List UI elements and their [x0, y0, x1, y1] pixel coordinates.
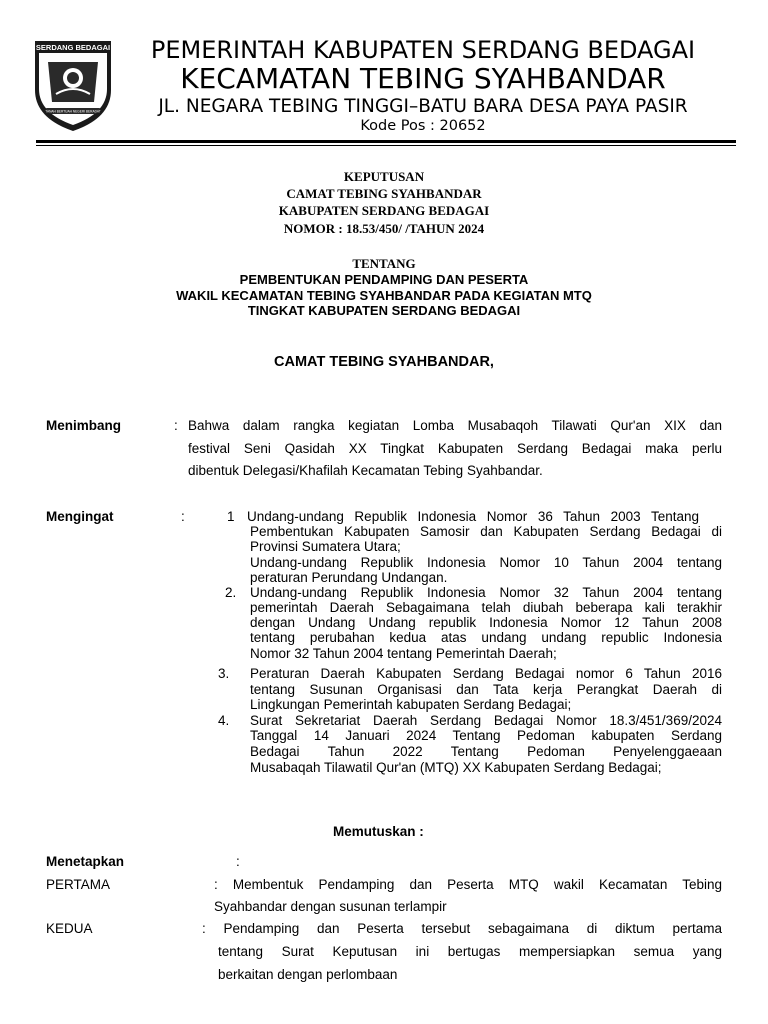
- decree-regency: KABUPATEN SERDANG BEDAGAI: [278, 203, 490, 218]
- decree-subject-line-2: WAKIL KECAMATAN TEBING SYAHBANDAR PADA KEGIATAN MTQ: [176, 288, 592, 303]
- mengingat-colon: :: [181, 509, 185, 524]
- mengingat-item-2-line-1: Undang-undang Republik Indonesia Nomor 32 Tahun 2004 tentang: [250, 585, 722, 600]
- mengingat-item-2-line-2: pemerintah Daerah Sebagaimana telah diubah beberapa kali terakhir: [250, 600, 722, 615]
- menetapkan-colon: :: [236, 854, 240, 869]
- mengingat-item-1-line-4: Undang-undang Republik Indonesia Nomor 10 Tahun 2004 tentang: [250, 555, 722, 570]
- government-name: PEMERINTAH KABUPATEN SERDANG BEDAGAI: [150, 36, 696, 64]
- tentang-heading: TENTANG: [352, 256, 416, 271]
- logo-motto: TANAH BERTUAH NEGERI BERADAT: [45, 109, 101, 114]
- menimbang-colon: :: [174, 418, 178, 433]
- mengingat-item-3-number: 3.: [218, 666, 230, 681]
- district-name: KECAMATAN TEBING SYAHBANDAR: [180, 62, 666, 95]
- mengingat-item-3-line-1: Peraturan Daerah Kabupaten Serdang Bedagai nomor 6 Tahun 2016: [250, 666, 722, 681]
- mengingat-item-2-line-5: Nomor 32 Tahun 2004 tentang Pemerintah Daerah;: [250, 646, 557, 661]
- mengingat-item-2-number: 2.: [225, 585, 237, 600]
- mengingat-item-1-line-1: Undang-undang Republik Indonesia Nomor 36 Tahun 2003 Tentang: [247, 509, 699, 524]
- mengingat-item-4-number: 4.: [218, 713, 230, 728]
- letterhead-rule-thick: [36, 140, 736, 143]
- mengingat-label: Mengingat: [46, 509, 114, 524]
- serdang-bedagai-emblem-icon: [32, 38, 114, 133]
- mengingat-item-2-line-3: dengan Undang Undang republik Indonesia Nomor 12 Tahun 2008: [250, 615, 722, 630]
- mengingat-item-3-line-2: tentang Susunan Organisasi dan Tata kerja Perangkat Daerah di: [250, 682, 722, 697]
- pertama-label: PERTAMA: [46, 877, 111, 892]
- mengingat-item-2-line-4: tentang perubahan kedua atas undang undang republic Indonesia: [250, 630, 722, 645]
- menimbang-line-2: festival Seni Qasidah XX Tingkat Kabupaten Serdang Bedagai maka perlu: [188, 441, 722, 456]
- postal-code: Kode Pos : 20652: [360, 118, 486, 134]
- memutuskan-heading: Memutuskan :: [333, 824, 424, 839]
- menetapkan-label: Menetapkan: [46, 854, 125, 869]
- decree-issuer: CAMAT TEBING SYAHBANDAR: [286, 186, 482, 201]
- kedua-line-2: tentang Surat Keputusan ini bertugas mempersiapkan semua yang: [218, 944, 722, 959]
- decree-subject-line-1: PEMBENTUKAN PENDAMPING DAN PESERTA: [239, 272, 529, 287]
- kedua-line-3: berkaitan dengan perlombaan: [218, 967, 398, 982]
- decree-number: NOMOR : 18.53/450/ /TAHUN 2024: [283, 221, 485, 236]
- mengingat-item-1-line-3: Provinsi Sumatera Utara;: [250, 539, 401, 554]
- menimbang-label: Menimbang: [46, 418, 122, 433]
- kedua-label: KEDUA: [46, 921, 93, 936]
- mengingat-item-1-line-2: Pembentukan Kabupaten Samosir dan Kabupaten Serdang Bedagai di: [250, 524, 722, 539]
- mengingat-item-4-line-4: Musabaqah Tilawatil Qur'an (MTQ) XX Kabupaten Serdang Bedagai;: [250, 760, 662, 775]
- kedua-line-1: : Pendamping dan Peserta tersebut sebagaimana di diktum pertama: [202, 921, 722, 936]
- mengingat-item-1-line-5: peraturan Perundang Undangan.: [250, 570, 448, 585]
- office-address: JL. NEGARA TEBING TINGGI–BATU BARA DESA PAYA PASIR: [158, 96, 688, 117]
- mengingat-item-4-line-1: Surat Sekretariat Daerah Serdang Bedagai Nomor 18.3/451/369/2024: [250, 713, 722, 728]
- pertama-line-1: : Membentuk Pendamping dan Peserta MTQ wakil Kecamatan Tebing: [214, 877, 722, 892]
- signatory-heading: CAMAT TEBING SYAHBANDAR,: [274, 354, 494, 370]
- letterhead-rule-thin: [36, 145, 736, 146]
- logo-label: SERDANG BEDAGAI: [35, 43, 111, 52]
- mengingat-item-1-number: 1: [227, 509, 235, 524]
- decree-subject-line-3: TINGKAT KABUPATEN SERDANG BEDAGAI: [247, 303, 521, 318]
- mengingat-item-4-line-2: Tanggal 14 Januari 2024 Tentang Pedoman kabupaten Serdang: [250, 728, 722, 743]
- menimbang-line-1: Bahwa dalam rangka kegiatan Lomba Musabaqoh Tilawati Qur'an XIX dan: [188, 418, 722, 433]
- menimbang-line-3: dibentuk Delegasi/Khafilah Kecamatan Tebing Syahbandar.: [188, 463, 543, 478]
- mengingat-item-4-line-3: Bedagai Tahun 2022 Tentang Pedoman Penyelenggaeaan: [250, 744, 722, 759]
- pertama-line-2: Syahbandar dengan susunan terlampir: [214, 899, 447, 914]
- mengingat-item-3-line-3: Lingkungan Pemerintah kabupaten Serdang Bedagai;: [250, 697, 572, 712]
- decree-title: KEPUTUSAN: [343, 169, 425, 184]
